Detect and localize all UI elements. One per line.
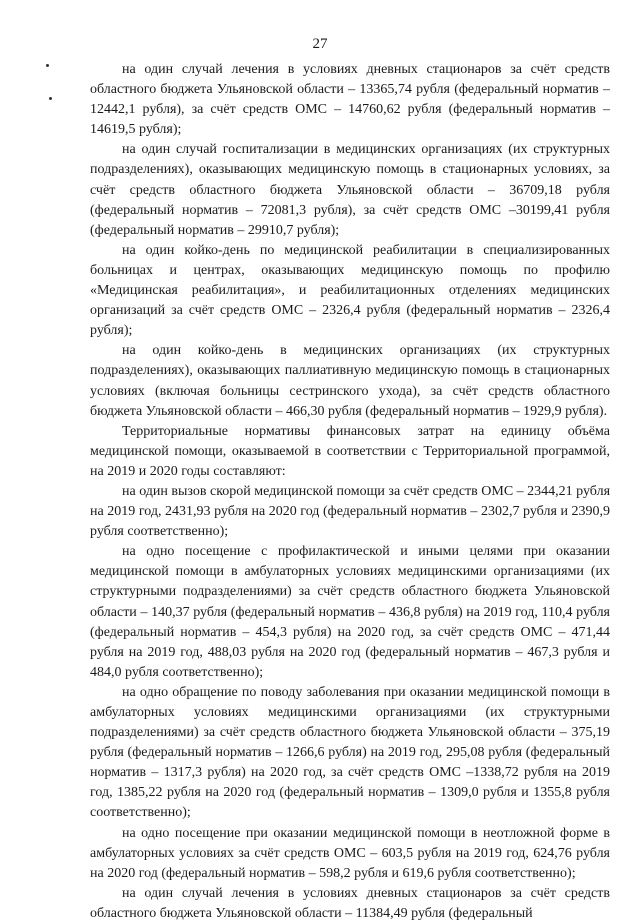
paragraph-ambulance-call: на один вызов скорой медицинской помощи за счёт средств ОМС – 2344,21 рубля на 2019 год, 2431,93 рубля на 2020 год (федеральный норматив – 2302,7 рубля и 2390,9 рубля соответственно); <box>90 483 611 540</box>
document-body <box>90 60 610 924</box>
paragraph-hospitalization: на один случай госпитализации в медицинских организациях (их структурных подразделениях), оказывающих медицинскую помощь в стационарных условиях, за счёт средств областного бюджета Ульяновской области – 36709,18 рубля (федеральный норматив – 72081,3 рубля), за счёт средств ОМС –30199,41 рубля (федеральный норматив – 29910,7 рубля); <box>90 142 610 238</box>
paragraph-emergency-visit: на одно посещение при оказании медицинской помощи в неотложной форме в амбулаторных условиях за счёт средств ОМС – 603,5 рубля на 2019 год, 624,76 рубля на 2020 год (федеральный норматив – 598,2 рубля и 619,6 рубля соответственно); <box>90 825 610 881</box>
margin-mark-bottom <box>49 97 52 100</box>
paragraph-palliative-bed-day: на один койко-день в медицинских организациях (их структурных подразделениях), оказывающих паллиативную медицинскую помощь в стационарных условиях (включая больницы сестринского ухода), за счёт средств областного бюджета Ульяновской области – 466,30 рубля (федеральный норматив – 1929,9 рубля). <box>90 343 610 419</box>
paragraph-norms-intro: Территориальные нормативы финансовых затрат на единицу объёма медицинской помощи, оказываемой в соответствии с Территориальной программой, на 2019 и 2020 годы составляют: <box>90 423 610 479</box>
paragraph-day-hospital-2018: на один случай лечения в условиях дневных стационаров за счёт средств областного бюджета Ульяновской области – 13365,74 рубля (федеральный норматив – 12442,1 рубля), за счёт средств ОМС – 14760,62 рубля (федеральный норматив – 14619,5 рубля); <box>90 62 610 138</box>
paragraph-day-hospital-2019: на один случай лечения в условиях дневных стационаров за счёт средств областного бюджета Ульяновской области – 11384,49 рубля (федеральный <box>90 885 610 921</box>
paragraph-rehabilitation-bed-day: на один койко-день по медицинской реабилитации в специализированных больницах и центрах, оказывающих медицинскую помощь по профилю «Медицинская реабилитация», и реабилитационных отделениях медицинских организаций за счёт средств ОМС – 2326,4 рубля (федеральный норматив – 2326,4 рубля); <box>90 242 610 339</box>
paragraph-disease-appeal: на одно обращение по поводу заболевания при оказании медицинской помощи в амбулаторных условиях медицинскими организациями (их структурными подразделениями) за счёт средств областного бюджета Ульяновской области – 375,19 рубля (федеральный норматив – 1266,6 рубля) на 2019 год, 295,08 рубля (федеральный норматив – 1317,3 рубля) на 2020 год, за счёт средств ОМС –1338,72 рубля на 2019 год, 1385,22 рубля на 2020 год (федеральный норматив – 1309,0 рубля и 1355,8 рубля соответственно); <box>90 684 610 821</box>
paragraph-preventive-visit: на одно посещение с профилактической и иными целями при оказании медицинской помощи в амбулаторных условиях медицинскими организациями (их структурными подразделениями) за счёт средств областного бюджета Ульяновской области – 140,37 рубля (федеральный норматив – 436,8 рубля) на 2019 год, 110,4 рубля (федеральный норматив – 454,3 рубля) на 2020 год, за счёт средств ОМС – 471,44 рубля на 2019 год, 488,03 рубля на 2020 год (федеральный норматив – 467,3 рубля и 484,0 рубля соответственно); <box>90 544 610 680</box>
margin-mark-top <box>46 64 49 67</box>
page-number: 27 <box>312 36 328 52</box>
